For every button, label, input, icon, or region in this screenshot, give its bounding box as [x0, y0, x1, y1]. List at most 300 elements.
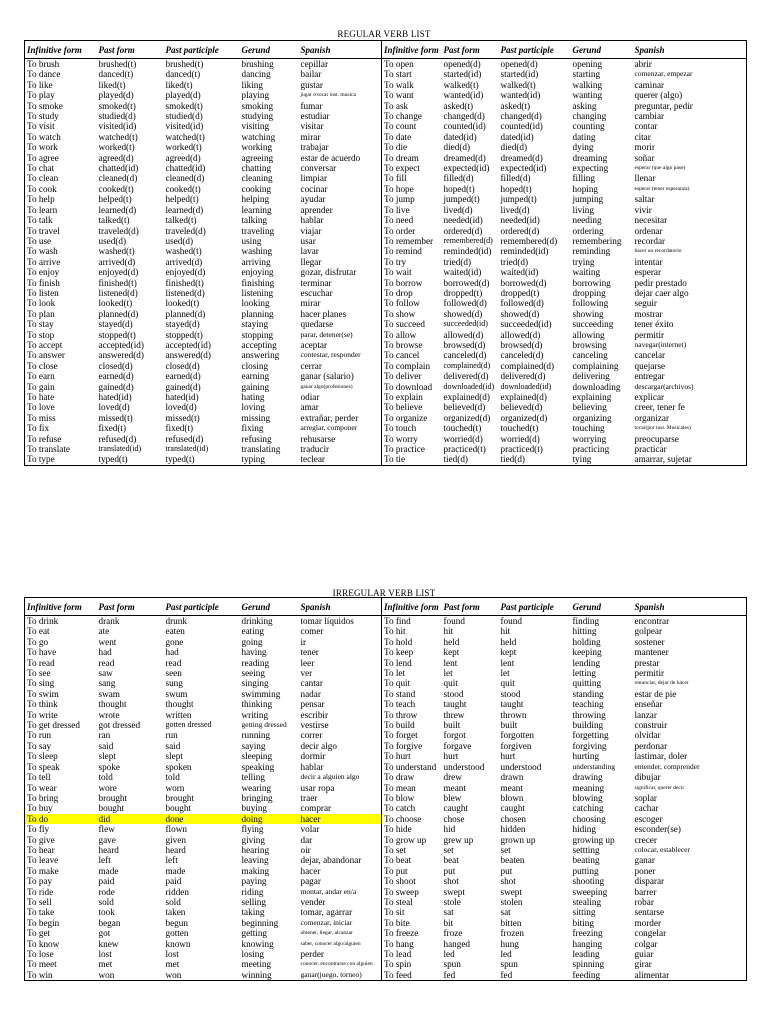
cell-infinitive: To fix [27, 423, 50, 434]
cell-participle: begun [165, 917, 188, 928]
cell-past: reminded(id) [443, 246, 492, 257]
cell-participle: brushed(t) [165, 59, 204, 69]
cell-past: learned(d) [98, 204, 137, 215]
cell-past: kept [443, 647, 460, 658]
cell-participle: loved(d) [165, 402, 197, 413]
cell-gerund: needing [572, 215, 602, 226]
cell-spanish: cambiar [634, 111, 665, 122]
cell-spanish: hacer un recordatorio [634, 248, 682, 255]
table-row [25, 699, 747, 709]
cell-participle: forgotten [500, 730, 535, 741]
cell-spanish: amar [300, 402, 319, 413]
cell-spanish: cocinar [300, 183, 328, 194]
cell-infinitive: To drink [27, 616, 59, 626]
cell-spanish: significar, querer decir [634, 784, 685, 791]
cell-infinitive: To bring [27, 792, 59, 803]
cell-infinitive: To freeze [382, 928, 442, 938]
cell-participle: had [165, 647, 179, 658]
cell-spanish: tocar(por inst. Musicales) [634, 425, 691, 432]
cell-spanish: querer (algo) [634, 90, 683, 101]
cell-spanish: mantener [634, 647, 669, 658]
cell-participle: played(d) [165, 90, 201, 101]
cell-past: swam [98, 688, 120, 699]
cell-participle: washed(t) [165, 246, 202, 257]
cell-gerund: going [241, 636, 263, 647]
cell-participle: heard [165, 844, 186, 855]
cell-spanish: aprender [300, 204, 333, 215]
cell-infinitive: To stay [27, 319, 54, 330]
cell-infinitive: To die [382, 142, 442, 152]
cell-infinitive: To see [27, 668, 51, 679]
cell-past: held [443, 636, 460, 647]
cell-gerund: holding [572, 636, 601, 647]
cell-infinitive: To talk [27, 215, 53, 226]
cell-gerund: meaning [572, 782, 605, 793]
cell-participle: expected(id) [500, 163, 547, 174]
cell-spanish: conocer, encontrarse con alguien [300, 961, 373, 968]
cell-spanish: pensar [300, 699, 325, 710]
cell-participle: chosen [500, 813, 527, 824]
cell-infinitive: To blow [382, 793, 442, 803]
cell-past: succeeded(id) [443, 319, 488, 329]
cell-spanish: oir [300, 844, 311, 855]
cell-participle: talked(t) [165, 215, 197, 226]
cell-infinitive: To allow [382, 330, 442, 340]
cell-gerund: building [572, 720, 604, 731]
cell-infinitive: To ride [27, 886, 54, 897]
cell-past: organized(d) [443, 412, 491, 423]
cell-spanish: cancelar [634, 350, 666, 361]
cell-past: started(id) [443, 69, 482, 80]
cell-spanish: preguntar, pedir [634, 100, 693, 111]
cell-infinitive: To steal [382, 897, 442, 907]
cell-spanish: preocuparse [634, 433, 679, 444]
cell-spanish: estar de acuerdo [300, 152, 361, 163]
cell-participle: built [500, 720, 518, 731]
cell-spanish: colgar [634, 938, 658, 949]
cell-spanish: ir [300, 636, 307, 647]
cell-spanish: sentarse [634, 907, 665, 918]
cell-past: brought [98, 792, 128, 803]
cell-participle: organized(d) [500, 412, 548, 423]
cell-spanish: necesitar [634, 215, 668, 226]
cell-gerund: arriving [241, 256, 271, 267]
cell-participle: shot [500, 876, 516, 887]
cell-participle: typed(t) [165, 454, 195, 465]
cell-participle: paid [165, 876, 182, 887]
cell-past: lost [98, 949, 112, 959]
cell-infinitive: To run [27, 730, 52, 741]
table-row [25, 236, 747, 246]
cell-gerund: throwing [572, 709, 606, 720]
cell-participle: set [500, 844, 511, 855]
header-past: Past form [97, 598, 164, 616]
cell-spanish: llenar [634, 173, 656, 184]
cell-spanish: estudiar [300, 111, 330, 122]
cell-gerund: leading [572, 949, 600, 959]
cell-past: caught [443, 803, 468, 814]
cell-past: set [443, 844, 454, 855]
cell-gerund: hating [241, 392, 265, 402]
cell-infinitive: To download [382, 382, 442, 392]
cell-gerund: trying [572, 256, 595, 267]
cell-gerund: forgiving [572, 740, 607, 751]
table-row [25, 267, 747, 277]
header-gerund: Gerund [571, 598, 633, 616]
cell-participle: bitten [500, 917, 522, 928]
cell-spanish: recordar [634, 235, 666, 246]
cell-gerund: stealing [572, 896, 602, 907]
cell-spanish: sostener [634, 636, 665, 647]
cell-spanish: terminar [300, 277, 332, 288]
table-row [25, 80, 747, 90]
cell-participle: delivered(d) [500, 371, 546, 382]
cell-spanish: odiar [300, 392, 320, 402]
table-row [25, 783, 747, 793]
cell-participle: lent [500, 657, 515, 668]
cell-gerund: asking [572, 100, 597, 111]
irregular-list-title: IRREGULAR VERB LIST [332, 588, 436, 598]
cell-spanish: citar [634, 131, 651, 142]
header-spanish: Spanish [633, 41, 747, 59]
cell-past: bit [443, 917, 454, 928]
cell-past: filled(d) [443, 173, 474, 184]
cell-infinitive: To plan [27, 308, 55, 319]
table-row [25, 392, 747, 402]
cell-spanish: usar [300, 235, 316, 246]
table-row [25, 647, 747, 657]
cell-spanish: morder [634, 917, 662, 928]
cell-gerund: remembering [572, 235, 622, 246]
cell-past: stayed(d) [98, 319, 133, 330]
cell-spanish: ayudar [300, 194, 326, 205]
cell-spanish: esperar [634, 267, 662, 278]
cell-past: slept [98, 751, 116, 762]
cell-participle: liked(t) [165, 79, 193, 90]
cell-spanish: saber, conocer algo/alguien [300, 940, 361, 947]
cell-gerund: catching [572, 803, 604, 814]
cell-participle: let [500, 668, 510, 679]
table-row [25, 741, 747, 751]
cell-infinitive: To know [27, 938, 60, 949]
cell-past: missed(t) [98, 412, 133, 423]
cell-participle: fed [500, 969, 513, 980]
cell-past: drew [443, 772, 462, 783]
cell-past: explained(d) [443, 392, 490, 402]
cell-gerund: choosing [572, 813, 606, 824]
cell-infinitive: To keep [382, 647, 442, 657]
cell-gerund: staying [241, 319, 269, 330]
cell-past: liked(t) [98, 79, 126, 90]
cell-gerund: sitting [572, 907, 596, 918]
cell-infinitive: To browse [382, 340, 442, 350]
cell-gerund: dancing [241, 69, 271, 80]
table-row [25, 382, 747, 392]
cell-gerund: borrowing [572, 277, 611, 288]
cell-infinitive: To hit [382, 626, 442, 636]
cell-gerund: drinking [241, 616, 273, 626]
cell-spanish: hacer [299, 814, 382, 824]
cell-spanish: cepillar [300, 59, 329, 69]
cell-infinitive: To hold [382, 637, 442, 647]
cell-past: enjoyed(d) [98, 267, 139, 278]
cell-infinitive: To draw [382, 772, 442, 782]
cell-spanish: obtener, llegar, alcanzar [300, 930, 353, 937]
cell-participle: waited(id) [500, 267, 539, 278]
cell-past: hated(id) [98, 392, 132, 402]
cell-infinitive: To shoot [382, 876, 442, 886]
cell-past: wore [98, 782, 117, 793]
cell-gerund: living [572, 204, 594, 215]
cell-gerund: hiding [572, 824, 596, 835]
cell-participle: downloaded(id) [500, 381, 552, 391]
cell-spanish: entender, comprender [634, 761, 700, 771]
cell-spanish: alimentar [634, 969, 670, 980]
cell-past: spoke [98, 761, 120, 772]
table-row [25, 689, 747, 699]
cell-past: helped(t) [98, 194, 132, 205]
cell-gerund: dreaming [572, 152, 608, 163]
header-past: Past form [442, 598, 499, 616]
cell-past: taught [443, 699, 467, 710]
cell-participle: enjoyed(d) [165, 267, 206, 278]
cell-participle: met [165, 959, 180, 970]
cell-past: touched(t) [443, 423, 482, 434]
cell-gerund: practicing [572, 444, 610, 455]
cell-infinitive: To jump [382, 194, 442, 204]
cell-gerund: freezing [572, 928, 603, 939]
cell-past: knew [98, 938, 119, 949]
cell-spanish: saltar [634, 194, 655, 205]
cell-past: ate [98, 626, 110, 637]
cell-past: hanged [443, 938, 471, 949]
cell-past: had [98, 647, 112, 658]
cell-participle: drunk [165, 616, 187, 626]
cell-infinitive: To build [382, 720, 442, 730]
cell-participle: dated(id) [500, 131, 534, 142]
cell-gerund: saying [241, 740, 266, 751]
cell-gerund: singing [241, 678, 269, 689]
cell-infinitive: To drop [382, 288, 442, 298]
cell-spanish: soplar [634, 792, 657, 803]
cell-past: refused(d) [98, 433, 137, 444]
cell-infinitive: To ask [382, 101, 442, 111]
table-row [25, 970, 747, 981]
cell-spanish: gozar, disfrutar [300, 267, 357, 278]
cell-participle: cooked(t) [165, 183, 201, 194]
cell-participle: helped(t) [165, 194, 199, 205]
cell-gerund: shooting [572, 876, 605, 887]
table-row [25, 132, 747, 142]
cell-past: translated(id) [98, 444, 142, 454]
cell-infinitive: To finish [27, 277, 60, 288]
cell-spanish: poner [634, 865, 656, 876]
cell-spanish: visitar [300, 121, 324, 132]
cell-gerund: stopping [241, 329, 274, 340]
cell-past: stopped(t) [98, 329, 136, 340]
cell-gerund: teaching [572, 699, 604, 710]
cell-participle: traveled(d) [165, 225, 206, 236]
regular-verb-table [24, 40, 747, 466]
cell-spanish: barrer [634, 886, 657, 897]
cell-participle: known [165, 938, 191, 949]
table-row [25, 720, 747, 730]
cell-participle: lived(d) [500, 204, 530, 215]
cell-gerund: worrying [572, 433, 607, 444]
cell-spanish: vestirse [300, 720, 329, 731]
header-spanish: Spanish [633, 598, 747, 616]
cell-past: thought [98, 699, 127, 710]
cell-spanish: ganar (salario) [300, 371, 354, 382]
cell-gerund: believing [572, 402, 607, 413]
cell-infinitive: To live [382, 205, 442, 215]
cell-spanish: hablar [300, 761, 324, 772]
cell-spanish: dibujar [634, 772, 661, 783]
cell-past: showed(d) [443, 308, 483, 319]
cell-infinitive: To work [27, 142, 58, 153]
cell-past: changed(d) [443, 111, 485, 122]
cell-past: chose [443, 813, 465, 824]
cell-infinitive: To lead [382, 949, 442, 959]
cell-spanish: quejarse [634, 360, 666, 371]
header-participle: Past participle [499, 41, 571, 59]
cell-gerund: growing up [572, 834, 615, 845]
cell-participle: put [500, 865, 513, 876]
cell-past: led [443, 949, 455, 959]
cell-infinitive: To try [382, 257, 442, 267]
cell-past: worked(t) [98, 142, 135, 153]
cell-infinitive: To get dressed [27, 720, 80, 731]
cell-past: believed(d) [443, 402, 486, 413]
cell-past: earned(d) [98, 371, 134, 382]
cell-infinitive: To let [382, 668, 442, 678]
cell-past: stole [443, 896, 461, 907]
cell-participle: finished(t) [165, 277, 204, 288]
table-row [25, 887, 747, 897]
cell-infinitive: To go [27, 636, 49, 647]
cell-past: talked(t) [98, 215, 130, 226]
cell-infinitive: To study [27, 111, 59, 122]
cell-gerund: using [241, 235, 262, 246]
cell-infinitive: To hang [382, 939, 442, 949]
cell-spanish: ordenar [634, 225, 663, 236]
cell-past: met [98, 959, 113, 970]
cell-gerund: allowing [572, 329, 605, 340]
cell-spanish: navegar(internet) [634, 339, 687, 349]
cell-past: asked(t) [443, 100, 474, 111]
cell-infinitive: To think [27, 699, 58, 710]
cell-infinitive: To clean [27, 173, 59, 184]
cell-gerund: swimming [241, 688, 281, 699]
cell-past: fixed(t) [98, 423, 127, 434]
cell-participle: slept [165, 751, 183, 762]
cell-participle: wanted(id) [500, 90, 541, 101]
cell-infinitive: To touch [382, 423, 442, 433]
cell-spanish: correr [300, 730, 323, 741]
cell-gerund: beginning [241, 917, 279, 928]
cell-infinitive: To write [27, 709, 58, 720]
cell-spanish: trabajar [300, 142, 329, 153]
cell-infinitive: To set [382, 845, 442, 855]
cell-gerund: closing [241, 360, 269, 371]
cell-spanish: dar [300, 834, 313, 845]
cell-gerund: watching [241, 131, 276, 142]
cell-participle: agreed(d) [165, 152, 201, 163]
cell-gerund: cooking [241, 183, 272, 194]
cell-gerund: listening [241, 287, 274, 298]
cell-past: froze [443, 928, 463, 939]
cell-gerund: counting [572, 121, 605, 132]
cell-spanish: dejar caer algo [634, 287, 689, 298]
cell-past: hurt [443, 751, 459, 762]
cell-spanish: perdonar [634, 740, 668, 751]
cell-participle: chatted(id) [165, 163, 206, 174]
cell-gerund: working [241, 142, 273, 153]
cell-spanish: renunciar, dejar de hacer [634, 680, 689, 687]
cell-infinitive: To order [382, 226, 442, 236]
cell-gerund: translating [241, 444, 281, 455]
cell-past: read [98, 657, 115, 668]
cell-past: began [98, 917, 121, 928]
cell-infinitive: To make [27, 865, 59, 876]
cell-infinitive: To play [27, 90, 55, 101]
cell-spanish: arreglar, componer [300, 423, 358, 433]
table-row [25, 298, 747, 308]
cell-participle: eaten [165, 626, 185, 637]
table-row [25, 803, 747, 813]
cell-infinitive: To use [27, 235, 52, 246]
cell-gerund: liking [241, 79, 263, 90]
cell-participle: browsed(d) [500, 339, 543, 350]
cell-participle: showed(d) [500, 308, 540, 319]
table-row [25, 637, 747, 647]
cell-gerund: leaving [241, 855, 269, 866]
table-row [25, 121, 747, 131]
cell-spanish: soñar [634, 152, 655, 163]
cell-spanish: extrañar, perder [300, 412, 359, 423]
cell-infinitive: To teach [382, 699, 442, 709]
cell-participle: hit [500, 626, 511, 637]
cell-spanish: ver [300, 668, 313, 679]
table-row [25, 876, 747, 886]
cell-participle: translated(id) [165, 444, 209, 454]
table-row [25, 658, 747, 668]
cell-participle: reminded(id) [500, 246, 549, 257]
cell-spanish: disparar [634, 876, 665, 887]
cell-participle: listened(d) [165, 287, 205, 298]
cell-participle: closed(d) [165, 360, 200, 371]
cell-past: forgave [443, 740, 472, 751]
table-row [25, 413, 747, 423]
cell-past: built [443, 720, 461, 731]
cell-gerund: enjoying [241, 267, 274, 278]
cell-gerund: gaining [241, 381, 270, 392]
table-row [25, 215, 747, 225]
cell-past: looked(t) [98, 298, 133, 309]
cell-infinitive: To fill [382, 173, 442, 183]
cell-past: cleaned(d) [98, 173, 138, 184]
cell-spanish: escoger [634, 813, 663, 824]
cell-past: flew [98, 824, 115, 835]
table-row [25, 751, 747, 761]
cell-infinitive: To take [27, 907, 55, 918]
cell-participle: learned(d) [165, 204, 204, 215]
cell-gerund: touching [572, 423, 605, 434]
cell-gerund: visiting [241, 121, 270, 132]
cell-gerund: organizing [572, 412, 612, 423]
cell-spanish: creer, tener fe [634, 402, 685, 413]
cell-participle: left [165, 855, 178, 866]
